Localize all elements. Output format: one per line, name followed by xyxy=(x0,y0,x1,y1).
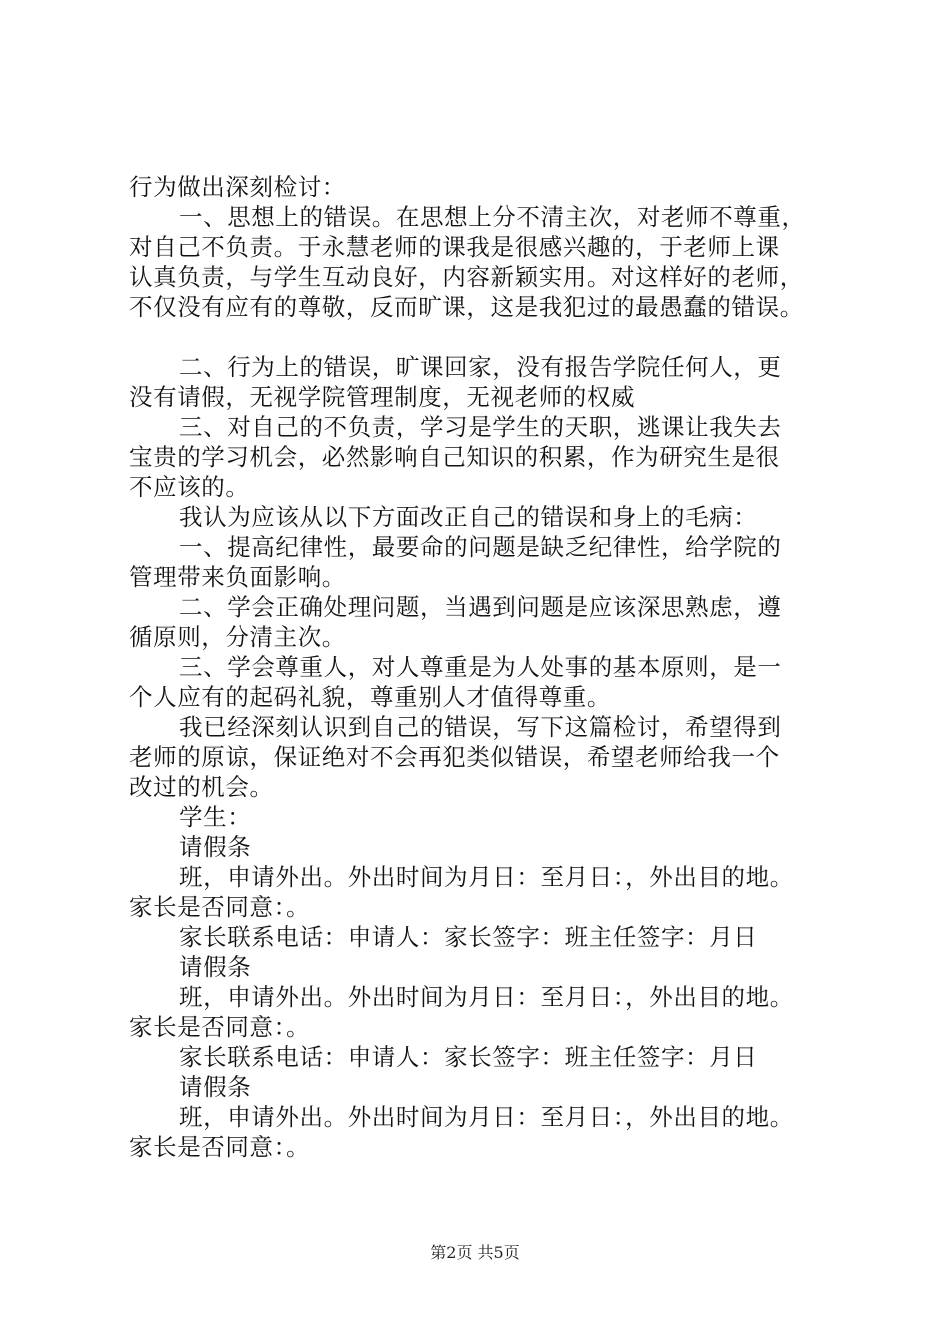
text-line: 请假条 xyxy=(179,953,252,981)
text-line: 行为做出深刻检讨： xyxy=(129,173,346,201)
text-line: 我认为应该从以下方面改正自己的错误和身上的毛病： xyxy=(179,503,758,531)
text-line: 不仅没有应有的尊敬，反而旷课，这是我犯过的最愚蠢的错误。 xyxy=(129,293,804,321)
text-line: 不应该的。 xyxy=(129,473,250,501)
text-line: 家长联系电话：申请人：家长签字：班主任签字：月日 xyxy=(179,923,758,951)
text-line: 三、学会尊重人，对人尊重是为人处事的基本原则，是一 xyxy=(179,653,782,681)
text-line: 我已经深刻认识到自己的错误，写下这篇检讨，希望得到 xyxy=(179,713,782,741)
text-line: 家长是否同意：。 xyxy=(129,1013,311,1041)
text-line: 老师的原谅，保证绝对不会再犯类似错误，希望老师给我一个 xyxy=(129,743,780,771)
text-line: 家长是否同意：。 xyxy=(129,1133,311,1161)
text-line: 一、思想上的错误。在思想上分不清主次，对老师不尊重， xyxy=(179,203,806,231)
text-line: 请假条 xyxy=(179,833,252,861)
text-line: 二、学会正确处理问题，当遇到问题是应该深思熟虑，遵 xyxy=(179,593,782,621)
text-line: 没有请假，无视学院管理制度，无视老师的权威 xyxy=(129,383,636,411)
text-line: 家长是否同意：。 xyxy=(129,893,311,921)
text-line: 改过的机会。 xyxy=(129,773,274,801)
text-line: 学生： xyxy=(179,803,252,831)
text-line: 个人应有的起码礼貌，尊重别人才值得尊重。 xyxy=(129,683,611,711)
page-number-footer: 第2页 共5页 xyxy=(430,1243,520,1262)
text-line: 一、提高纪律性，最要命的问题是缺乏纪律性，给学院的 xyxy=(179,533,782,561)
text-line: 循原则，分清主次。 xyxy=(129,623,346,651)
text-line: 宝贵的学习机会，必然影响自己知识的积累，作为研究生是很 xyxy=(129,443,780,471)
text-line: 请假条 xyxy=(179,1073,252,1101)
text-line: 班，申请外出。外出时间为月日：至月日：，外出目的地。 xyxy=(179,1103,794,1131)
text-line: 二、行为上的错误，旷课回家，没有报告学院任何人，更 xyxy=(179,353,782,381)
text-line: 管理带来负面影响。 xyxy=(129,563,346,591)
text-line: 对自己不负责。于永慧老师的课我是很感兴趣的，于老师上课 xyxy=(129,233,780,261)
text-line: 三、对自己的不负责，学习是学生的天职，逃课让我失去 xyxy=(179,413,782,441)
text-line: 认真负责，与学生互动良好，内容新颖实用。对这样好的老师， xyxy=(129,263,804,291)
text-line: 家长联系电话：申请人：家长签字：班主任签字：月日 xyxy=(179,1043,758,1071)
paragraph-gap xyxy=(129,322,837,352)
text-line: 班，申请外出。外出时间为月日：至月日：，外出目的地。 xyxy=(179,983,794,1011)
document-body xyxy=(129,172,837,1162)
text-line: 班，申请外出。外出时间为月日：至月日：，外出目的地。 xyxy=(179,863,794,891)
